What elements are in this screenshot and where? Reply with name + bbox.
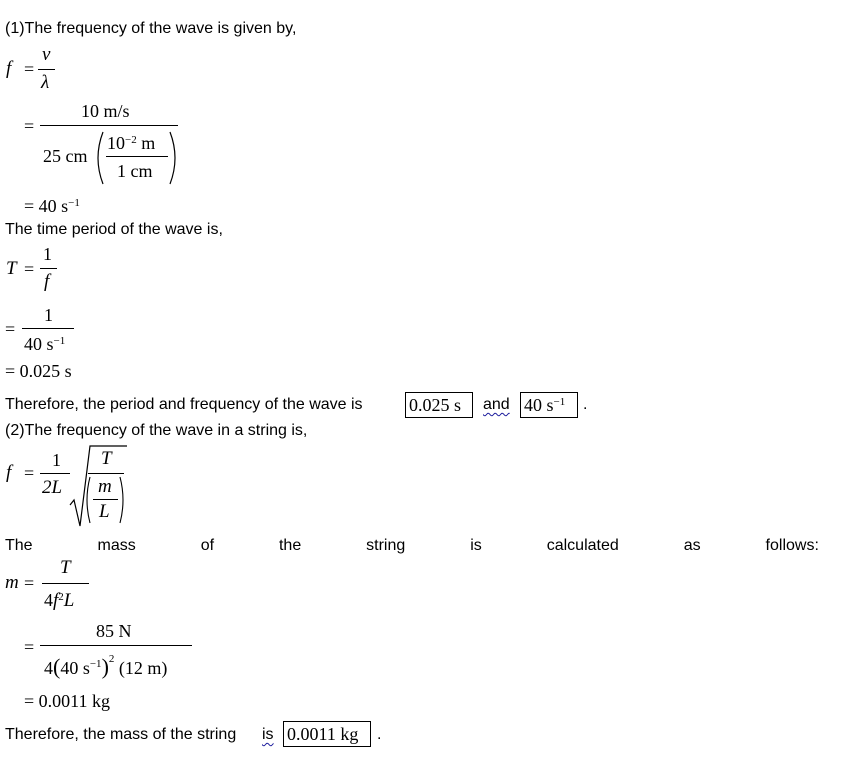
numerator-one: 1 xyxy=(44,305,53,325)
answer-box-period: 0.025 s xyxy=(405,392,473,418)
equals-sign: = xyxy=(24,116,35,136)
mass-m: m xyxy=(98,476,112,497)
numerator-one: 1 xyxy=(52,450,61,470)
denominator-expression: 4(40 $s^{-1})^2$ (12 m) xyxy=(44,653,168,679)
word: calculated xyxy=(546,537,619,554)
word: as xyxy=(683,537,701,554)
conclusion-2: Therefore, the mass of the string xyxy=(5,726,237,743)
lambda-symbol: λ xyxy=(41,72,50,93)
part1-intro: (1)The frequency of the wave is given by, xyxy=(5,20,297,37)
fraction-bar xyxy=(42,583,89,584)
equals-sign: = xyxy=(24,637,35,657)
fraction-bar xyxy=(88,473,124,474)
numerator-tension: 85 N xyxy=(96,621,132,641)
result-mass: = 0.0011 kg xyxy=(24,691,110,711)
and-word: and xyxy=(483,396,510,413)
m-symbol: m xyxy=(5,572,19,593)
is-word: is xyxy=(262,726,274,743)
equals-sign: = xyxy=(5,319,16,339)
result-frequency: = 40 $s^{-1}$ xyxy=(24,196,80,216)
tension-T: T xyxy=(101,448,112,469)
mass-sentence xyxy=(5,536,819,556)
word: The xyxy=(5,537,33,554)
f-symbol: f xyxy=(6,58,12,79)
answer-box-mass: 0.0011 kg xyxy=(283,721,371,747)
T-symbol: T xyxy=(6,258,17,279)
denominator-wavelength: 25 cm xyxy=(43,146,88,166)
conversion-denominator: 1 cm xyxy=(117,161,153,181)
answer-box-frequency: 40 $s^{-1}$ xyxy=(520,392,578,418)
equals-sign: = xyxy=(24,259,35,279)
tension-T: T xyxy=(60,557,71,578)
v-symbol: v xyxy=(42,44,51,65)
word: follows: xyxy=(765,537,819,554)
period-dot: . xyxy=(377,726,382,743)
period-intro: The time period of the wave is, xyxy=(5,221,223,238)
f-symbol: f xyxy=(44,271,50,292)
numerator-one: 1 xyxy=(43,244,52,264)
part2-intro: (2)The frequency of the wave in a string is, xyxy=(5,422,308,439)
period-dot: . xyxy=(583,396,588,413)
word: of xyxy=(200,537,215,554)
conclusion-1: Therefore, the period and frequency of the wave is xyxy=(5,396,363,413)
word: string xyxy=(366,537,406,554)
denominator-4f2L: $4f^2L$ xyxy=(44,590,75,611)
result-period: = 0.025 s xyxy=(5,361,72,381)
length-L: L xyxy=(99,501,110,522)
equals-sign: = xyxy=(24,59,35,79)
fraction-bar xyxy=(93,499,118,500)
word: the xyxy=(278,537,302,554)
word: is xyxy=(470,537,482,554)
denominator-frequency: 40 $s^{-1}$ xyxy=(24,334,66,354)
two-L: 2L xyxy=(42,477,63,498)
word: mass xyxy=(97,537,136,554)
conversion-numerator: $10^{-2}$ m xyxy=(107,133,156,153)
equals-sign: = xyxy=(24,573,35,593)
fraction-bar xyxy=(40,645,192,646)
equals-sign: = xyxy=(24,463,35,483)
f-symbol: f xyxy=(6,462,12,483)
numerator-speed: 10 m/s xyxy=(81,101,130,121)
